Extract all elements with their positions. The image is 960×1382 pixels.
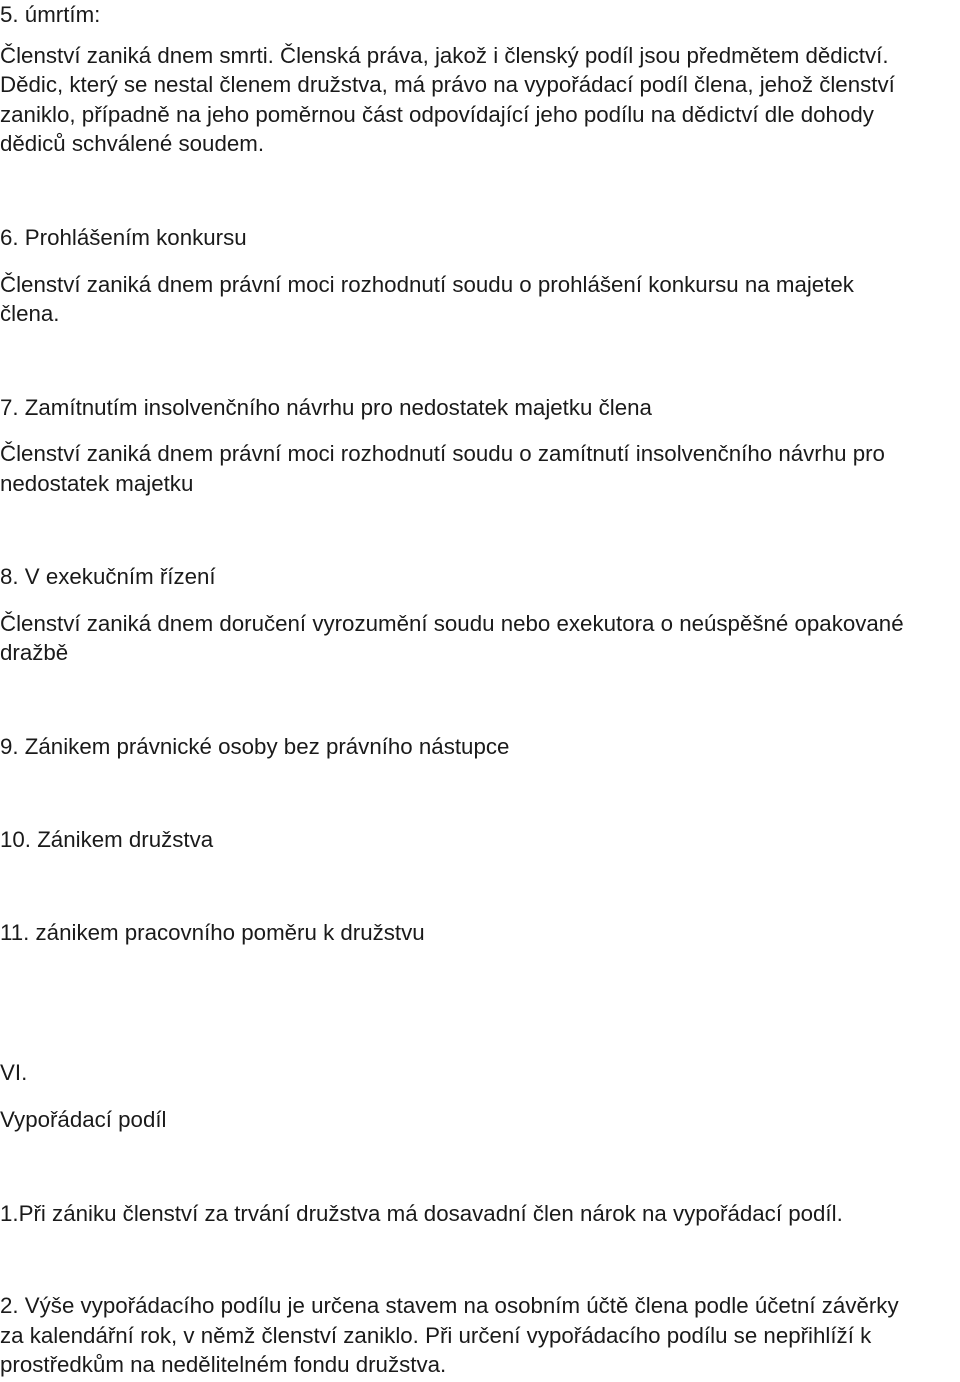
chapter-number: VI. bbox=[0, 1060, 28, 1085]
section-7-line-1: Členství zaniká dnem právní moci rozhodnutí soudu o zamítnutí insolvenčního návrhu pro bbox=[0, 441, 885, 466]
section-11-heading: 11. zánikem pracovního poměru k družstvu bbox=[0, 920, 425, 945]
section-9-heading: 9. Zánikem právnické osoby bez právního nástupce bbox=[0, 734, 510, 759]
section-5-line-2: Dědic, který se nestal členem družstva, má právo na vypořádací podíl člena, jehož členství bbox=[0, 72, 895, 97]
section-8-heading: 8. V exekučním řízení bbox=[0, 564, 216, 589]
section-8-line-2: dražbě bbox=[0, 640, 69, 665]
section-6-line-1: Členství zaniká dnem právní moci rozhodnutí soudu o prohlášení konkursu na majetek bbox=[0, 272, 854, 297]
section-7-heading: 7. Zamítnutím insolvenčního návrhu pro nedostatek majetku člena bbox=[0, 395, 652, 420]
section-6-heading: 6. Prohlášením konkursu bbox=[0, 225, 247, 250]
section-5-line-4: dědiců schválené soudem. bbox=[0, 131, 265, 156]
section-6-line-2: člena. bbox=[0, 301, 60, 326]
section-5-line-1: Členství zaniká dnem smrti. Členská práva, jakož i členský podíl jsou předmětem dědictví. bbox=[0, 43, 889, 68]
chapter-title: Vypořádací podíl bbox=[0, 1107, 167, 1132]
section-5-heading: 5. úmrtím: bbox=[0, 2, 101, 27]
section-7-line-2: nedostatek majetku bbox=[0, 471, 194, 496]
paragraph-2-line-1: 2. Výše vypořádacího podílu je určena stavem na osobním účtě člena podle účetní závěrky bbox=[0, 1293, 899, 1318]
section-10-heading: 10. Zánikem družstva bbox=[0, 827, 214, 852]
section-8-line-1: Členství zaniká dnem doručení vyrozumění soudu nebo exekutora o neúspěšné opakované bbox=[0, 611, 904, 636]
paragraph-2-line-3: prostředkům na nedělitelném fondu družstva. bbox=[0, 1352, 447, 1377]
paragraph-2-line-2: za kalendářní rok, v němž členství zaniklo. Při určení vypořádacího podílu se nepřihlíží k bbox=[0, 1323, 872, 1348]
section-5-line-3: zaniklo, případně na jeho poměrnou část odpovídající jeho podílu na dědictví dle dohody bbox=[0, 102, 874, 127]
paragraph-1-line-1: 1.Při zániku členství za trvání družstva má dosavadní člen nárok na vypořádací podíl. bbox=[0, 1201, 843, 1226]
